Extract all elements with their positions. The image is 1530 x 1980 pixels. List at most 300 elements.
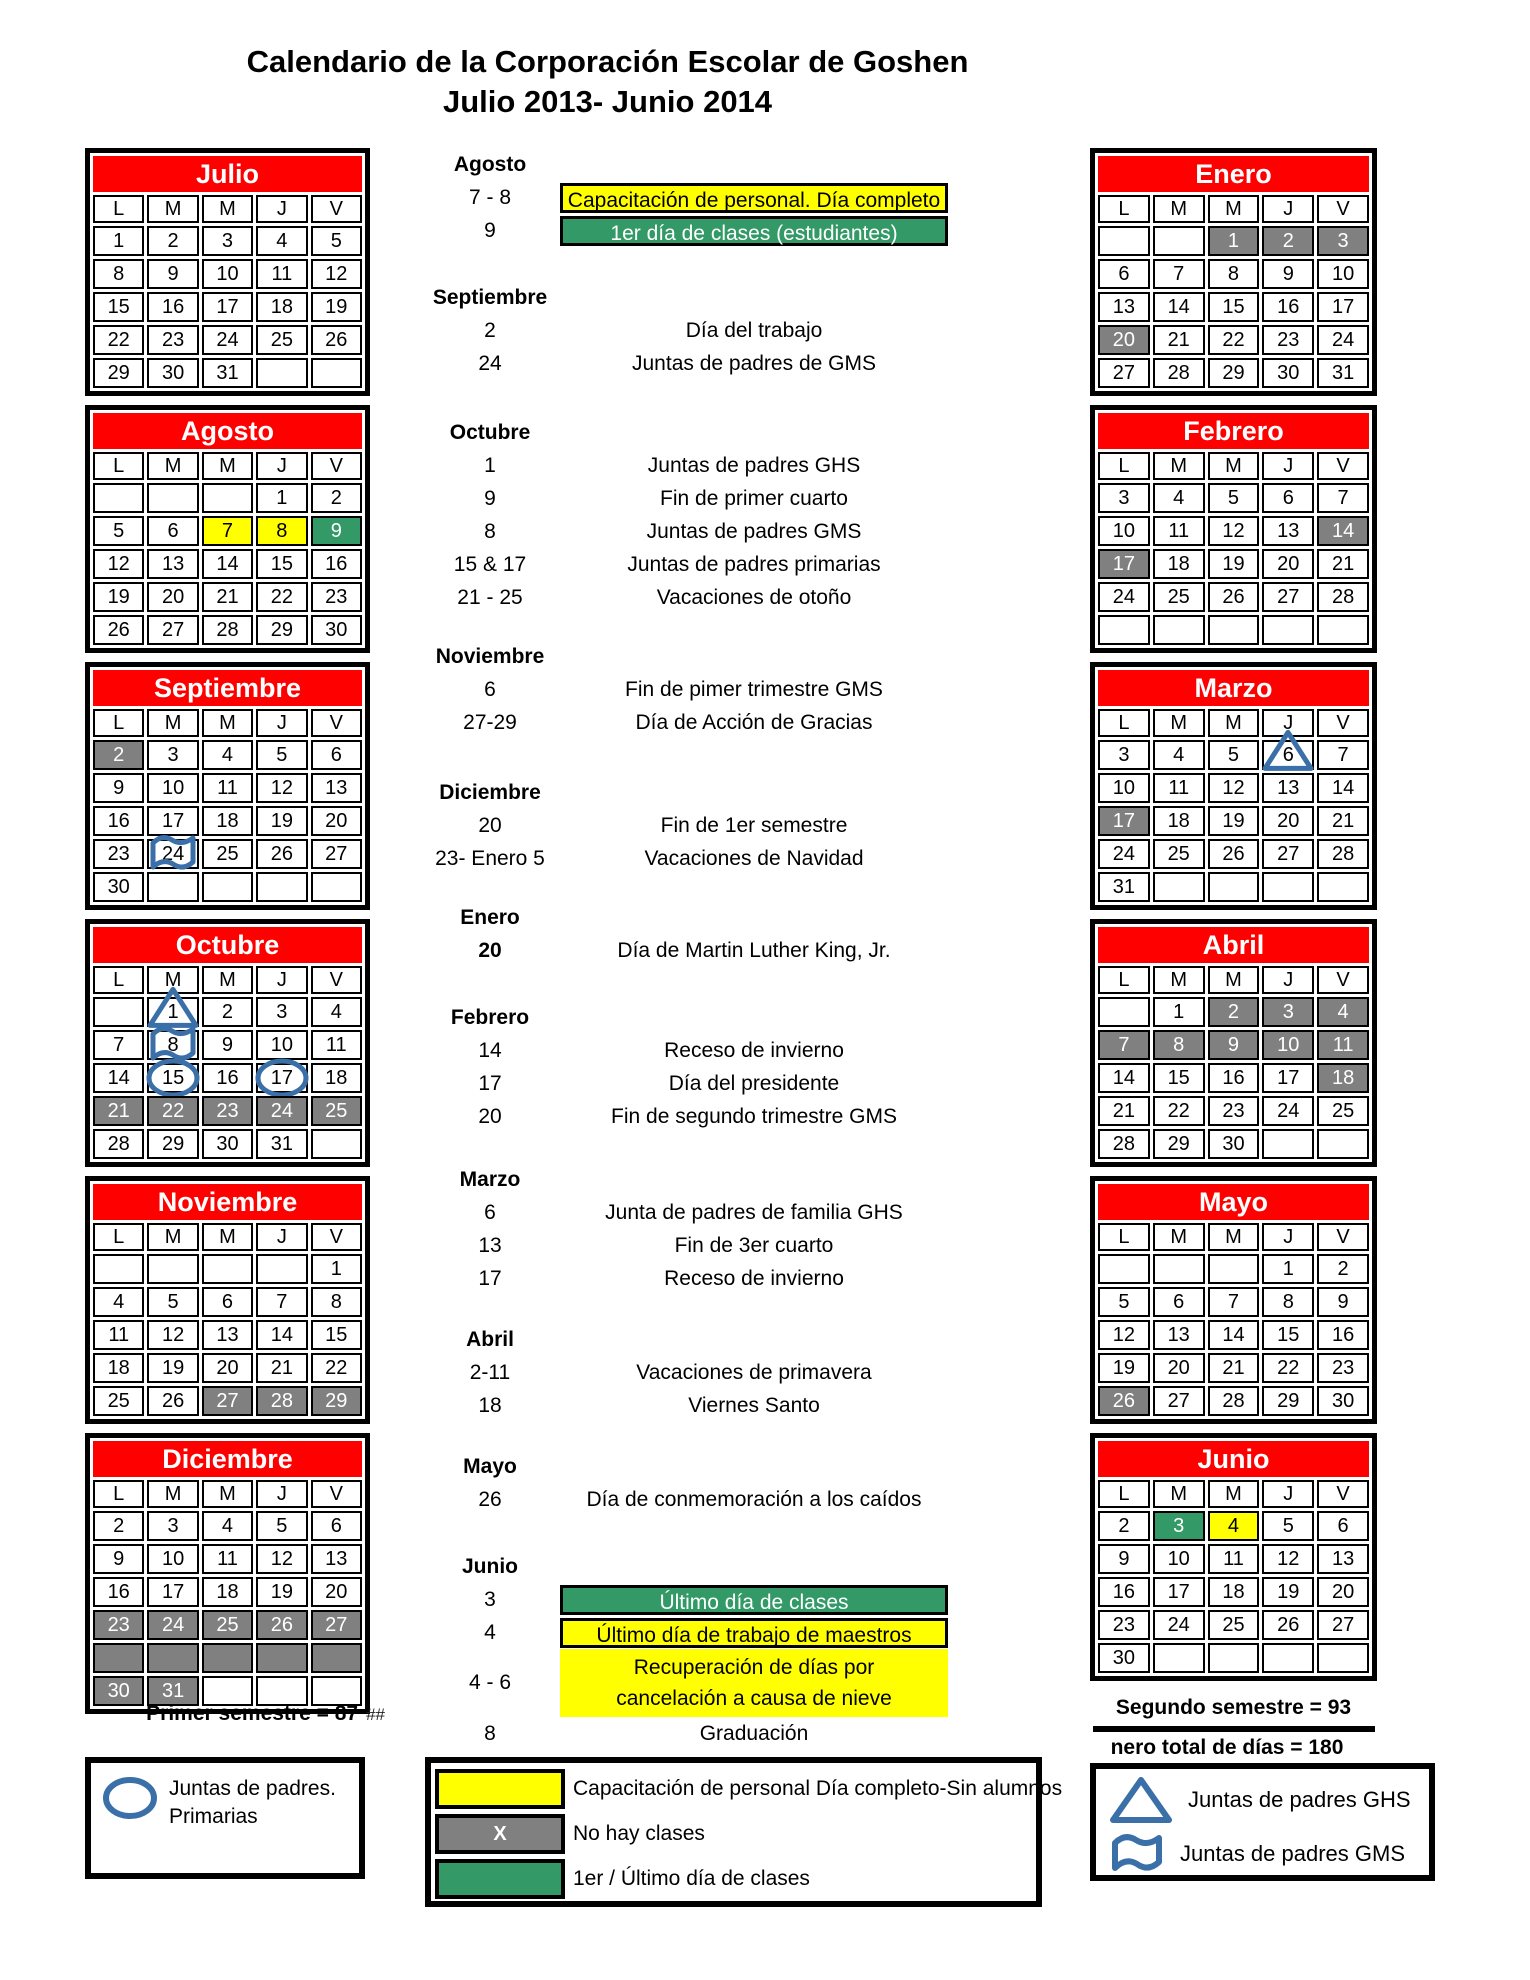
day-cell: 3 [256, 997, 307, 1027]
event-row [420, 482, 1045, 515]
day-cell: 5 [311, 226, 362, 256]
weekday-header: J [256, 452, 307, 480]
month-junio [1090, 1433, 1377, 1681]
day-cell: 8 [1153, 1030, 1205, 1060]
day-cell: 25 [1153, 839, 1205, 869]
day-cell: 20 [1153, 1353, 1205, 1383]
weekday-header: M [147, 195, 198, 223]
day-cell: 18 [202, 806, 253, 836]
day-cell: 12 [1208, 773, 1260, 803]
day-cell: 15 [1208, 292, 1260, 322]
weekday-header: V [311, 966, 362, 994]
day-cell: 15 [311, 1320, 362, 1350]
day-cell: 7 [1153, 259, 1205, 289]
weekday-header: J [256, 966, 307, 994]
event-month-label: Febrero [450, 1006, 530, 1029]
day-cell: 28 [1153, 358, 1205, 388]
day-cell: 8 [256, 516, 307, 546]
weekday-header: L [1098, 966, 1150, 994]
day-cell: 17 [1317, 292, 1369, 322]
event-group-abril [420, 1323, 1045, 1422]
legend-primarias-box [85, 1757, 365, 1879]
event-description: Día del presidente [668, 1071, 840, 1095]
day-cell: 23 [93, 839, 144, 869]
weekday-header: V [1317, 195, 1369, 223]
weekday-header: M [1208, 1223, 1260, 1251]
event-row [420, 1389, 1045, 1422]
day-cell: 22 [147, 1096, 198, 1126]
day-cell: 25 [1208, 1610, 1260, 1640]
event-row [420, 1616, 1045, 1649]
event-row [420, 548, 1045, 581]
day-cell: 4 [311, 997, 362, 1027]
day-cell: 17 [1098, 549, 1150, 579]
day-cell: 24 [1262, 1096, 1314, 1126]
day-cell: 27 [311, 839, 362, 869]
legend-meetings-box [1090, 1763, 1435, 1881]
month-title: Noviembre [93, 1184, 362, 1220]
event-date: 4 [484, 1620, 496, 1644]
event-month-label: Diciembre [439, 781, 541, 804]
day-cell: 12 [93, 549, 144, 579]
event-row [420, 1356, 1045, 1389]
day-cell [1208, 1254, 1260, 1284]
day-cell: 17 [147, 806, 198, 836]
event-date: 3 [484, 1587, 496, 1611]
event-date: 26 [478, 1487, 502, 1511]
weekday-header: V [1317, 452, 1369, 480]
day-cell: 26 [1262, 1610, 1314, 1640]
weekday-header: M [1208, 452, 1260, 480]
weekday-header: V [1317, 709, 1369, 737]
event-date: 13 [478, 1233, 502, 1257]
weekday-header: J [256, 709, 307, 737]
event-date: 20 [478, 1104, 502, 1128]
month-septiembre [85, 662, 370, 910]
day-cell: 3 [1098, 483, 1150, 513]
day-cell: 10 [1098, 773, 1150, 803]
day-cell: 23 [1262, 325, 1314, 355]
weekday-header: V [311, 709, 362, 737]
weekday-header: M [1208, 966, 1260, 994]
weekday-header: M [1153, 709, 1205, 737]
day-cell: 30 [311, 615, 362, 645]
weekday-header: M [1153, 1480, 1205, 1508]
day-cell: 6 [1262, 740, 1314, 770]
day-cell: 28 [93, 1129, 144, 1159]
day-cell: 12 [256, 773, 307, 803]
day-cell: 26 [1208, 839, 1260, 869]
weekday-header: M [1153, 1223, 1205, 1251]
month-title: Octubre [93, 927, 362, 963]
day-cell [93, 483, 144, 513]
day-cell: 8 [1208, 259, 1260, 289]
day-cell: 31 [202, 358, 253, 388]
day-cell: 19 [256, 806, 307, 836]
month-title: Enero [1098, 156, 1369, 192]
event-date: 23- Enero 5 [435, 846, 545, 870]
event-month-label: Abril [466, 1328, 514, 1351]
day-cell [147, 1643, 198, 1673]
event-row [420, 1229, 1045, 1262]
month-title: Junio [1098, 1441, 1369, 1477]
legend-staff-day-label: Capacitación de personal Día completo-Sin alumnos [573, 1777, 1063, 1800]
event-group-junio [420, 1550, 1045, 1750]
day-cell: 10 [1098, 516, 1150, 546]
legend-primarias-label: Juntas de padres. Primarias [169, 1777, 336, 1828]
event-description: Juntas de padres primarias [627, 552, 881, 576]
day-cell [256, 358, 307, 388]
day-cell [311, 872, 362, 902]
day-cell: 14 [1208, 1320, 1260, 1350]
weekday-header: J [1262, 1480, 1314, 1508]
weekday-header: M [147, 1223, 198, 1251]
event-row [420, 842, 1045, 875]
weekday-header: M [1208, 709, 1260, 737]
event-row [420, 1483, 1045, 1516]
day-cell: 25 [256, 325, 307, 355]
day-cell: 12 [1208, 516, 1260, 546]
day-cell [1208, 872, 1260, 902]
day-cell: 11 [256, 259, 307, 289]
weekday-header: V [311, 452, 362, 480]
day-cell [1098, 615, 1150, 645]
left-month-column [85, 0, 370, 1980]
day-cell [1317, 1643, 1369, 1673]
day-cell: 28 [1317, 839, 1369, 869]
day-cell: 30 [1098, 1643, 1150, 1673]
day-cell: 20 [202, 1353, 253, 1383]
day-cell: 23 [1098, 1610, 1150, 1640]
day-cell: 1 [256, 483, 307, 513]
day-cell: 4 [202, 740, 253, 770]
event-group-enero [420, 901, 1045, 967]
weekday-header: L [93, 195, 144, 223]
month-title: Julio [93, 156, 362, 192]
event-month-label: Septiembre [432, 286, 548, 309]
day-cell: 8 [93, 259, 144, 289]
page-title-line1: Calendario de la Corporación Escolar de Goshen [246, 44, 969, 79]
day-cell: 5 [256, 740, 307, 770]
day-cell: 1 [93, 226, 144, 256]
day-cell: 12 [1262, 1544, 1314, 1574]
day-cell: 1 [1153, 997, 1205, 1027]
weekday-header: J [256, 195, 307, 223]
day-cell: 22 [93, 325, 144, 355]
event-date: 18 [478, 1393, 502, 1417]
day-cell: 4 [1153, 740, 1205, 770]
day-cell: 20 [1262, 549, 1314, 579]
weekday-header: J [256, 1480, 307, 1508]
day-cell: 9 [1208, 1030, 1260, 1060]
first-semester-total [85, 1702, 385, 1726]
day-cell: 26 [93, 615, 144, 645]
day-cell: 16 [93, 806, 144, 836]
day-cell: 3 [147, 1511, 198, 1541]
legend-daytypes-box [425, 1757, 1063, 1907]
day-cell: 10 [1262, 1030, 1314, 1060]
day-cell: 7 [1317, 740, 1369, 770]
day-cell: 1 [311, 1254, 362, 1284]
day-cell: 22 [1208, 325, 1260, 355]
event-date: 17 [478, 1266, 502, 1290]
gray-swatch: X [435, 1814, 565, 1854]
weekday-header: M [202, 1480, 253, 1508]
day-cell: 27 [311, 1610, 362, 1640]
day-cell: 25 [1317, 1096, 1369, 1126]
day-cell: 2 [93, 740, 144, 770]
day-cell: 18 [1317, 1063, 1369, 1093]
day-cell: 5 [1262, 1511, 1314, 1541]
event-row [420, 314, 1045, 347]
weekday-header: M [1153, 966, 1205, 994]
day-cell [1153, 872, 1205, 902]
day-cell: 18 [93, 1353, 144, 1383]
day-cell [1153, 615, 1205, 645]
day-cell: 6 [202, 1287, 253, 1317]
event-row [420, 347, 1045, 380]
day-cell: 22 [1262, 1353, 1314, 1383]
day-cell: 11 [311, 1030, 362, 1060]
event-row [420, 214, 1045, 247]
event-row [420, 706, 1045, 739]
day-cell: 21 [1317, 806, 1369, 836]
event-description: Juntas de padres GHS [647, 453, 861, 477]
month-abril [1090, 919, 1377, 1167]
day-cell: 1 [1208, 226, 1260, 256]
day-cell: 15 [93, 292, 144, 322]
day-cell [311, 1643, 362, 1673]
event-date: 9 [484, 486, 496, 510]
day-cell: 17 [1262, 1063, 1314, 1093]
day-cell: 17 [147, 1577, 198, 1607]
event-date: 1 [484, 453, 496, 477]
day-cell [1098, 1254, 1150, 1284]
day-cell: 13 [1098, 292, 1150, 322]
month-octubre [85, 919, 370, 1167]
day-cell [1262, 1643, 1314, 1673]
day-cell: 21 [1098, 1096, 1150, 1126]
event-date: 15 & 17 [453, 552, 527, 576]
day-cell: 8 [1262, 1287, 1314, 1317]
day-cell: 6 [1317, 1511, 1369, 1541]
day-cell: 12 [256, 1544, 307, 1574]
day-cell: 28 [1317, 582, 1369, 612]
weekday-header: M [202, 1223, 253, 1251]
day-cell: 19 [1208, 549, 1260, 579]
total-divider-rule [1093, 1726, 1375, 1732]
weekday-header: J [1262, 195, 1314, 223]
day-cell [93, 1254, 144, 1284]
day-cell: 10 [202, 259, 253, 289]
day-cell: 28 [202, 615, 253, 645]
day-cell: 10 [147, 773, 198, 803]
weekday-header: L [1098, 452, 1150, 480]
day-cell: 2 [1317, 1254, 1369, 1284]
day-cell: 30 [1208, 1129, 1260, 1159]
day-cell [1153, 1254, 1205, 1284]
event-date: 8 [484, 1721, 496, 1745]
event-row [420, 1649, 1045, 1717]
event-group-febrero [420, 1001, 1045, 1133]
day-cell: 21 [1208, 1353, 1260, 1383]
day-cell: 29 [1262, 1386, 1314, 1416]
day-cell: 7 [93, 1030, 144, 1060]
month-julio [85, 148, 370, 396]
weekday-header: M [1153, 195, 1205, 223]
flag-icon [1108, 1830, 1166, 1878]
weekday-header: L [93, 1480, 144, 1508]
month-title: Mayo [1098, 1184, 1369, 1220]
day-cell: 26 [256, 839, 307, 869]
day-cell: 23 [1317, 1353, 1369, 1383]
day-cell: 25 [311, 1096, 362, 1126]
event-date: 24 [478, 351, 502, 375]
weekday-header: J [1262, 452, 1314, 480]
day-cell: 27 [147, 615, 198, 645]
weekday-header: L [1098, 709, 1150, 737]
day-cell: 7 [202, 516, 253, 546]
day-cell: 19 [147, 1353, 198, 1383]
weekday-header: V [311, 1480, 362, 1508]
day-cell: 2 [311, 483, 362, 513]
day-cell: 25 [93, 1386, 144, 1416]
event-group-agosto [420, 148, 1045, 247]
day-cell: 14 [1317, 773, 1369, 803]
day-cell: 7 [1098, 1030, 1150, 1060]
weekday-header: M [147, 966, 198, 994]
day-cell [1153, 226, 1205, 256]
event-row [420, 515, 1045, 548]
day-cell [1262, 872, 1314, 902]
day-cell: 17 [1153, 1577, 1205, 1607]
day-cell [202, 1643, 253, 1673]
day-cell: 30 [1262, 358, 1314, 388]
day-cell: 14 [1153, 292, 1205, 322]
event-date: 2 [484, 318, 496, 342]
day-cell [202, 1254, 253, 1284]
day-cell: 3 [1098, 740, 1150, 770]
day-cell: 4 [256, 226, 307, 256]
event-description: Vacaciones de Navidad [644, 846, 864, 870]
day-cell: 30 [93, 872, 144, 902]
day-cell: 22 [256, 582, 307, 612]
day-cell: 24 [256, 1096, 307, 1126]
day-cell: 9 [311, 516, 362, 546]
event-row [420, 581, 1045, 614]
day-cell: 15 [147, 1063, 198, 1093]
day-cell [147, 483, 198, 513]
event-group-septiembre [420, 281, 1045, 380]
event-description: Receso de invierno [664, 1266, 844, 1290]
event-row [420, 1196, 1045, 1229]
day-cell: 7 [1208, 1287, 1260, 1317]
day-cell: 15 [256, 549, 307, 579]
event-row [420, 673, 1045, 706]
day-cell: 9 [93, 773, 144, 803]
event-group-noviembre [420, 640, 1045, 739]
month-diciembre [85, 1433, 370, 1714]
day-cell: 13 [202, 1320, 253, 1350]
month-agosto [85, 405, 370, 653]
day-cell [1153, 1643, 1205, 1673]
month-title: Marzo [1098, 670, 1369, 706]
day-cell: 13 [311, 773, 362, 803]
day-cell: 2 [93, 1511, 144, 1541]
day-cell [1098, 226, 1150, 256]
day-cell: 6 [1262, 483, 1314, 513]
day-cell: 13 [1262, 516, 1314, 546]
day-cell [311, 1129, 362, 1159]
day-cell: 13 [1262, 773, 1314, 803]
event-row [420, 449, 1045, 482]
event-date: 17 [478, 1071, 502, 1095]
day-cell: 8 [311, 1287, 362, 1317]
event-date: 6 [484, 677, 496, 701]
day-cell: 8 [147, 1030, 198, 1060]
day-cell: 26 [147, 1386, 198, 1416]
day-cell [1208, 1643, 1260, 1673]
day-cell: 4 [1153, 483, 1205, 513]
day-cell: 23 [147, 325, 198, 355]
event-description: Fin de segundo trimestre GMS [611, 1104, 897, 1128]
day-cell: 25 [202, 839, 253, 869]
day-cell: 5 [147, 1287, 198, 1317]
event-description: Capacitación de personal. Día completo [560, 183, 948, 213]
day-cell: 6 [1153, 1287, 1205, 1317]
day-cell: 18 [1153, 806, 1205, 836]
day-cell: 14 [1098, 1063, 1150, 1093]
event-row [420, 1100, 1045, 1133]
day-cell: 20 [311, 1577, 362, 1607]
event-row [420, 809, 1045, 842]
day-cell: 19 [256, 1577, 307, 1607]
day-cell: 19 [1208, 806, 1260, 836]
event-month-label: Mayo [463, 1455, 517, 1478]
day-cell: 13 [147, 549, 198, 579]
day-cell: 27 [1262, 582, 1314, 612]
day-cell: 31 [256, 1129, 307, 1159]
month-title: Diciembre [93, 1441, 362, 1477]
event-date: 14 [478, 1038, 502, 1062]
day-cell: 16 [202, 1063, 253, 1093]
day-cell: 30 [202, 1129, 253, 1159]
day-cell: 30 [1317, 1386, 1369, 1416]
day-cell [147, 1254, 198, 1284]
event-row [420, 934, 1045, 967]
day-cell: 13 [311, 1544, 362, 1574]
day-cell: 23 [202, 1096, 253, 1126]
event-date: 20 [478, 813, 502, 837]
event-month-label: Noviembre [435, 645, 545, 668]
day-cell: 3 [1317, 226, 1369, 256]
event-description: Fin de 1er semestre [660, 813, 848, 837]
day-cell: 31 [1098, 872, 1150, 902]
event-date: 2-11 [469, 1360, 511, 1384]
yellow-swatch [435, 1769, 565, 1809]
weekday-header: V [1317, 1480, 1369, 1508]
day-cell: 9 [202, 1030, 253, 1060]
day-cell: 9 [1098, 1544, 1150, 1574]
day-cell [256, 1643, 307, 1673]
circle-icon [146, 1057, 200, 1099]
day-cell: 19 [311, 292, 362, 322]
weekday-header: L [1098, 1480, 1150, 1508]
day-cell: 12 [1098, 1320, 1150, 1350]
day-cell: 6 [147, 516, 198, 546]
event-description: Día de conmemoración a los caídos [586, 1487, 922, 1511]
day-cell: 2 [1208, 997, 1260, 1027]
